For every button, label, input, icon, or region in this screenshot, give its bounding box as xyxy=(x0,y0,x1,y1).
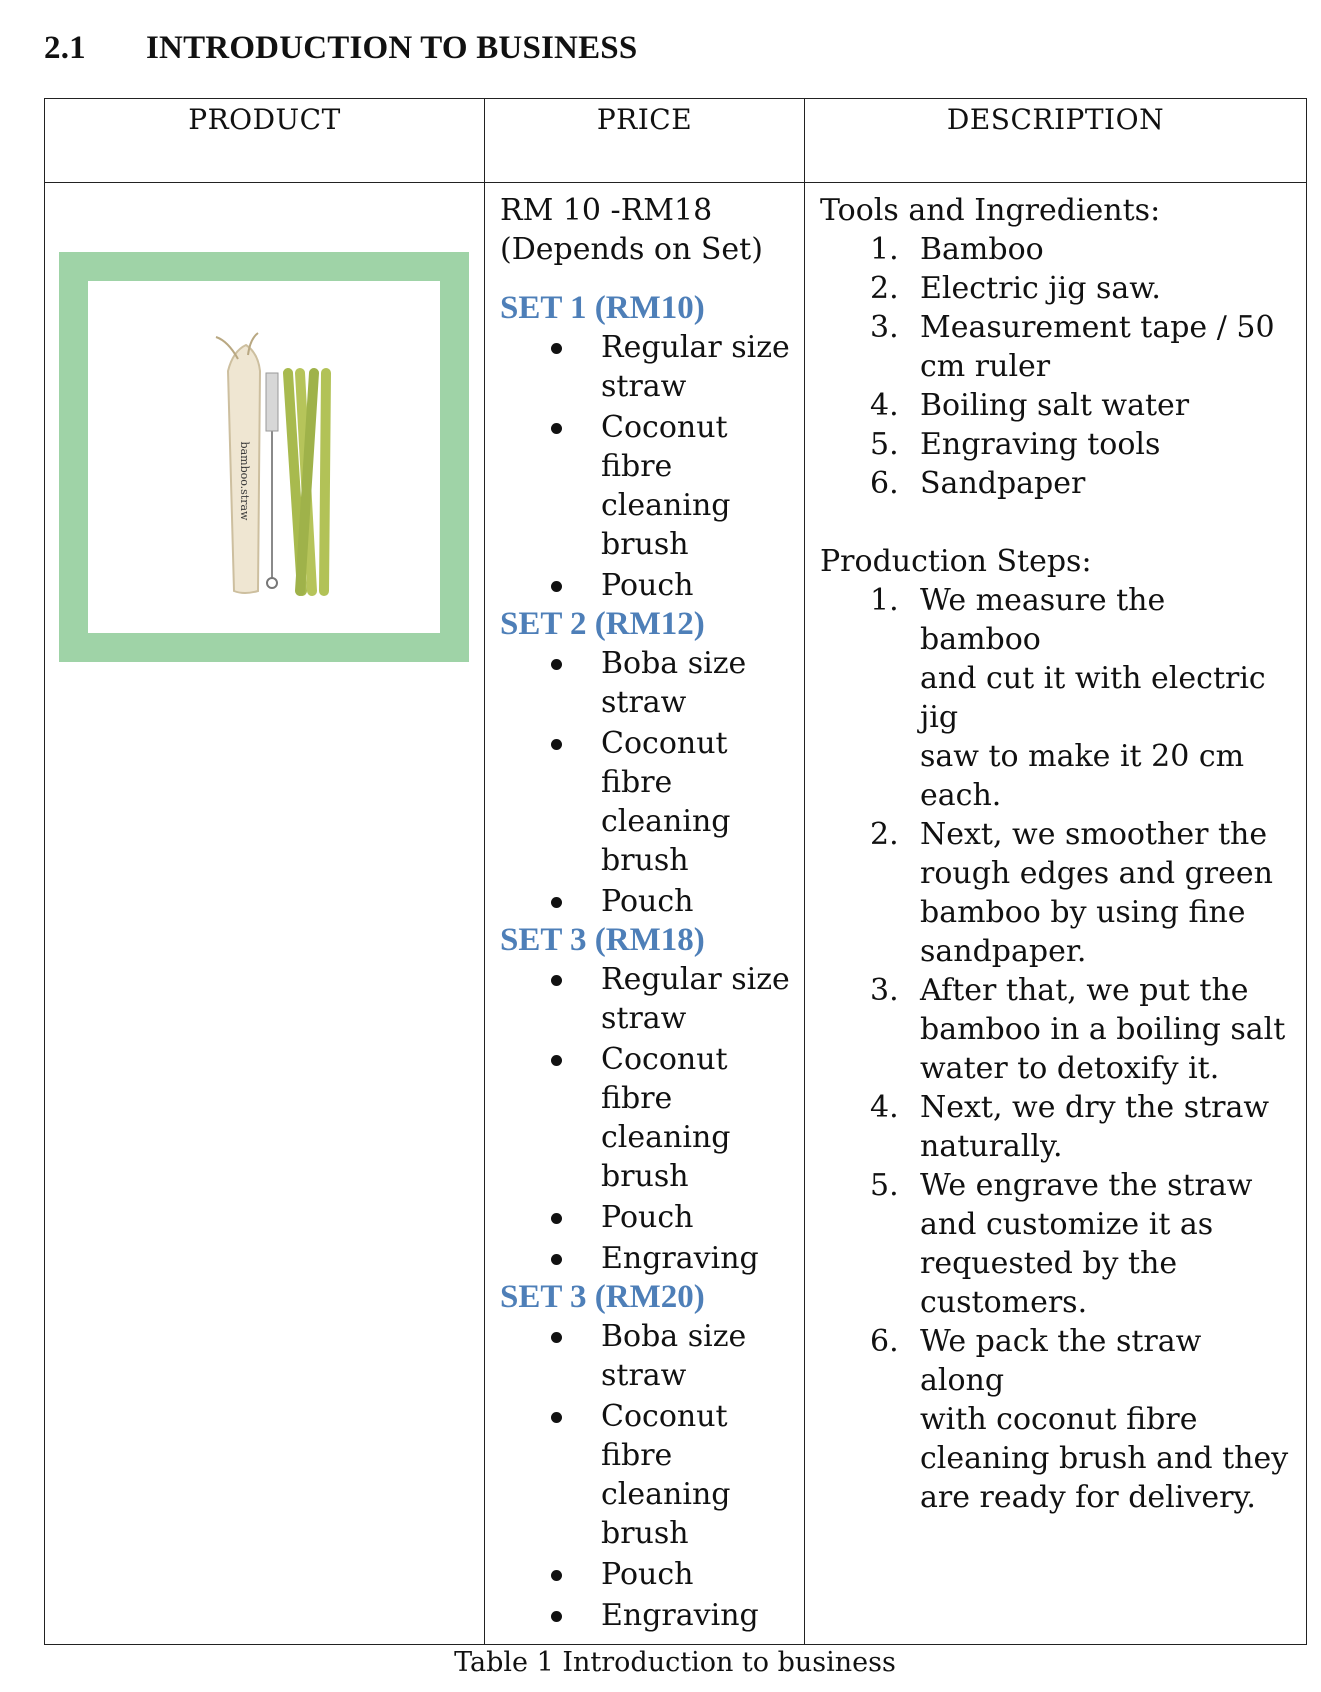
item-text: We measure the bamboo xyxy=(920,583,1166,657)
set-title: SET 3 (RM20) xyxy=(500,1279,705,1315)
item-text: cleaning xyxy=(601,488,731,523)
item-text: cleaning xyxy=(601,1120,731,1155)
table-caption: Table 1 Introduction to business xyxy=(454,1647,896,1678)
set-title: SET 1 (RM10) xyxy=(500,290,705,326)
list-item xyxy=(820,464,1290,503)
set-items xyxy=(500,1317,798,1635)
set-items xyxy=(500,328,798,605)
item-text: Coconut fibre xyxy=(601,726,728,800)
set-block xyxy=(500,1278,798,1635)
set-items xyxy=(500,644,798,921)
list-item xyxy=(820,308,1290,386)
item-text: Next, we smoother the xyxy=(920,817,1268,852)
set-block xyxy=(500,921,798,1278)
item-text: Pouch xyxy=(601,568,694,603)
list-item xyxy=(820,230,1290,269)
section-heading xyxy=(44,30,637,67)
product-image xyxy=(88,281,440,633)
item-text: and customize it as xyxy=(920,1207,1214,1242)
item-text: straw xyxy=(601,369,687,404)
list-item xyxy=(500,566,798,605)
item-text: naturally. xyxy=(920,1129,1063,1164)
item-number: 5. xyxy=(870,1168,899,1203)
item-number: 4. xyxy=(870,388,899,423)
list-item xyxy=(500,882,798,921)
list-item xyxy=(500,1198,798,1237)
item-text: rough edges and green xyxy=(920,856,1273,891)
list-item xyxy=(820,425,1290,464)
item-text: Sandpaper xyxy=(920,466,1086,501)
table-body-row xyxy=(45,183,1307,1645)
set-title: SET 2 (RM12) xyxy=(500,606,705,642)
production-steps-list xyxy=(820,581,1290,1517)
item-text: Boiling salt water xyxy=(920,388,1190,423)
list-item xyxy=(820,815,1290,971)
list-item xyxy=(500,1317,798,1395)
item-text: Regular size xyxy=(601,330,790,365)
list-item xyxy=(820,581,1290,815)
item-text: After that, we put the xyxy=(920,973,1249,1008)
tools-title: Tools and Ingredients: xyxy=(820,193,1161,228)
item-text: Electric jig saw. xyxy=(920,271,1161,306)
item-text: sandpaper. xyxy=(920,934,1087,969)
item-text: cleaning xyxy=(601,1477,731,1512)
item-number: 3. xyxy=(870,973,899,1008)
item-text: cleaning brush and they xyxy=(920,1441,1289,1476)
bamboo-straw-set-illustration xyxy=(88,281,440,633)
list-item xyxy=(820,971,1290,1088)
list-item xyxy=(820,1166,1290,1322)
item-text: customers. xyxy=(920,1285,1088,1320)
set-items xyxy=(500,960,798,1278)
item-text: straw xyxy=(601,685,687,720)
item-text: and cut it with electric jig xyxy=(920,661,1266,735)
item-text: brush xyxy=(601,527,689,562)
item-number: 5. xyxy=(870,427,899,462)
item-text: each. xyxy=(920,778,1002,813)
item-text: brush xyxy=(601,1159,689,1194)
list-item xyxy=(500,1596,798,1635)
set-title: SET 3 (RM18) xyxy=(500,922,705,958)
item-number: 3. xyxy=(870,310,899,345)
item-number: 2. xyxy=(870,271,899,306)
header-price: PRICE xyxy=(485,99,805,183)
steps-title: Production Steps: xyxy=(820,544,1092,579)
item-text: are ready for delivery. xyxy=(920,1480,1256,1515)
header-description: DESCRIPTION xyxy=(805,99,1307,183)
product-cell xyxy=(45,183,485,1645)
item-text: We engrave the straw xyxy=(920,1168,1253,1203)
item-text: with coconut fibre xyxy=(920,1402,1198,1437)
item-text: water to detoxify it. xyxy=(920,1051,1220,1086)
section-number: 2.1 xyxy=(44,30,86,66)
item-text: Boba size xyxy=(601,1319,747,1354)
item-text: brush xyxy=(601,843,689,878)
list-item xyxy=(500,408,798,564)
set-block xyxy=(500,289,798,605)
list-item xyxy=(500,644,798,722)
item-text: Measurement tape / 50 xyxy=(920,310,1275,345)
item-text: Engraving xyxy=(601,1598,759,1633)
item-number: 1. xyxy=(870,583,899,618)
item-text: cm ruler xyxy=(920,349,1051,384)
list-item xyxy=(820,1322,1290,1517)
item-text: straw xyxy=(601,1001,687,1036)
table-header-row xyxy=(45,99,1307,183)
price-range-line1: RM 10 -RM18 xyxy=(500,193,713,228)
item-text: Pouch xyxy=(601,1557,694,1592)
description-cell xyxy=(805,183,1307,1645)
list-item xyxy=(500,1040,798,1196)
set-block xyxy=(500,605,798,921)
pouch-label: bamboo.straw xyxy=(238,441,251,521)
list-item xyxy=(500,724,798,880)
business-table xyxy=(44,98,1307,1645)
item-text: Coconut fibre xyxy=(601,1042,728,1116)
item-number: 6. xyxy=(870,466,899,501)
price-cell xyxy=(485,183,805,1645)
product-image-frame xyxy=(59,252,469,662)
item-text: Next, we dry the straw xyxy=(920,1090,1270,1125)
header-product: PRODUCT xyxy=(45,99,485,183)
list-item xyxy=(820,1088,1290,1166)
list-item xyxy=(500,960,798,1038)
item-text: Bamboo xyxy=(920,232,1044,267)
item-text: saw to make it 20 cm xyxy=(920,739,1245,774)
item-text: We pack the straw along xyxy=(920,1324,1202,1398)
item-text: straw xyxy=(601,1358,687,1393)
item-text: cleaning xyxy=(601,804,731,839)
section-title: INTRODUCTION TO BUSINESS xyxy=(146,30,638,66)
item-text: Coconut fibre xyxy=(601,1399,728,1473)
list-item xyxy=(820,269,1290,308)
item-text: Coconut xyxy=(601,410,728,445)
list-item xyxy=(500,1239,798,1278)
list-item xyxy=(500,1555,798,1594)
item-text: Engraving xyxy=(601,1241,759,1276)
item-number: 6. xyxy=(870,1324,899,1359)
item-number: 2. xyxy=(870,817,899,852)
list-item xyxy=(500,1397,798,1553)
item-text: fibre xyxy=(601,449,673,484)
item-text: bamboo in a boiling salt xyxy=(920,1012,1286,1047)
list-item xyxy=(500,328,798,406)
item-text: brush xyxy=(601,1516,689,1551)
item-number: 1. xyxy=(870,232,899,267)
item-text: Pouch xyxy=(601,884,694,919)
item-text: bamboo by using fine xyxy=(920,895,1246,930)
item-number: 4. xyxy=(870,1090,899,1125)
item-text: requested by the xyxy=(920,1246,1178,1281)
price-range xyxy=(500,191,798,269)
item-text: Engraving tools xyxy=(920,427,1161,462)
price-range-line2: (Depends on Set) xyxy=(500,232,763,267)
list-item xyxy=(820,386,1290,425)
item-text: Boba size xyxy=(601,646,747,681)
item-text: Pouch xyxy=(601,1200,694,1235)
item-text: Regular size xyxy=(601,962,790,997)
tools-list xyxy=(820,230,1290,503)
